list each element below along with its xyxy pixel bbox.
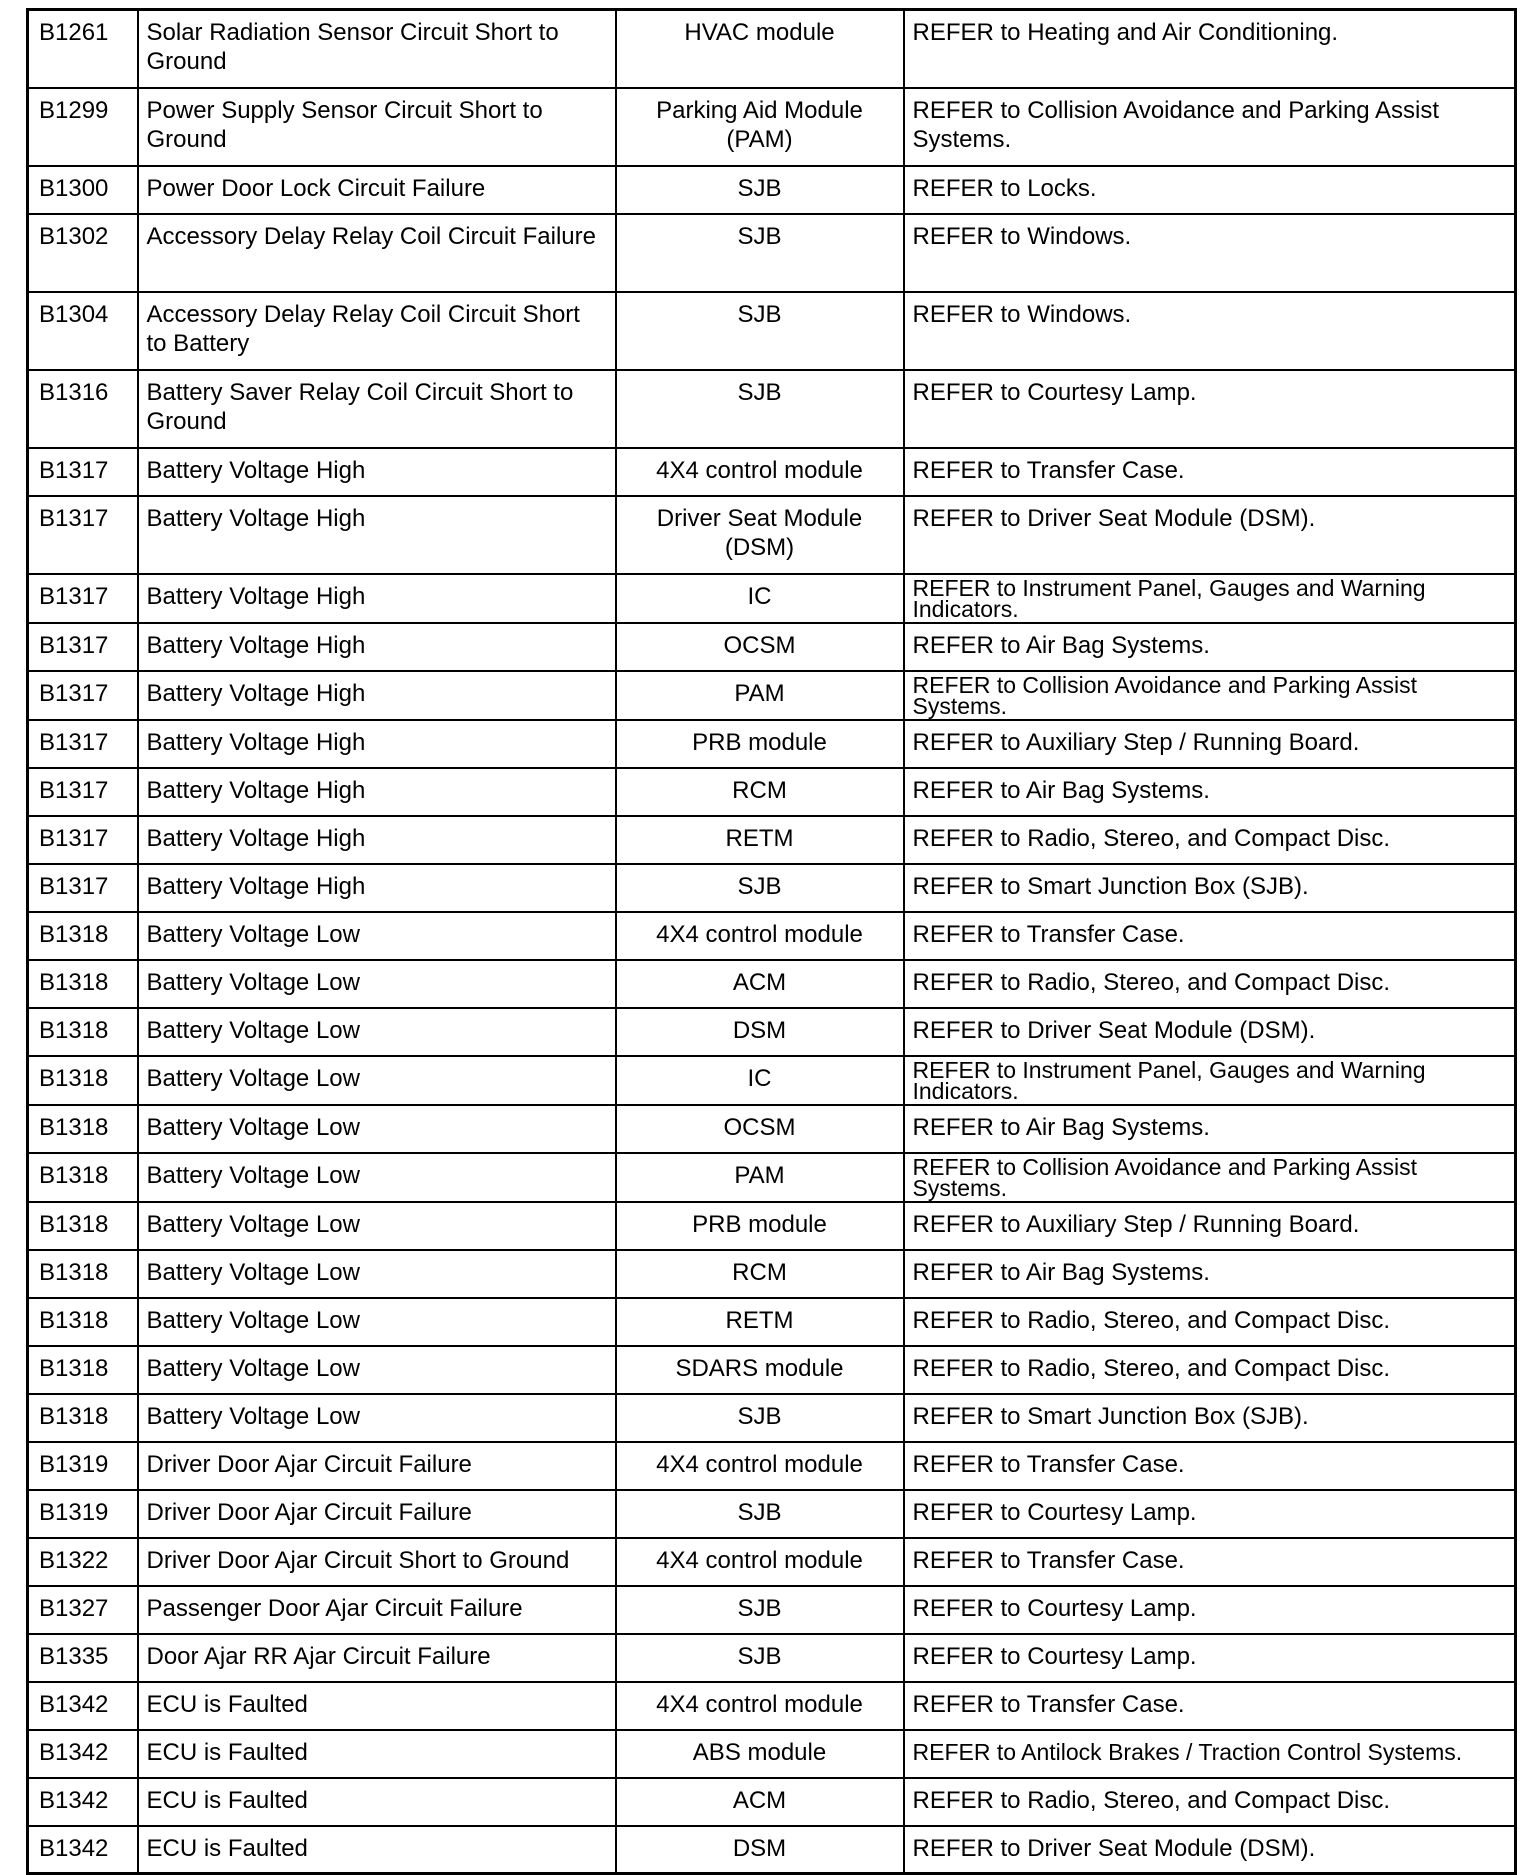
dtc-code: B1304 bbox=[28, 292, 138, 370]
dtc-table bbox=[26, 8, 1517, 1875]
dtc-module: 4X4 control module bbox=[616, 912, 904, 960]
dtc-code: B1317 bbox=[28, 496, 138, 574]
dtc-module: SJB bbox=[616, 370, 904, 448]
table-row bbox=[28, 768, 1516, 816]
table-row bbox=[28, 1778, 1516, 1826]
dtc-module: SJB bbox=[616, 1634, 904, 1682]
dtc-description: Battery Voltage High bbox=[138, 864, 616, 912]
table-row bbox=[28, 1298, 1516, 1346]
dtc-description: Battery Voltage High bbox=[138, 623, 616, 671]
table-row bbox=[28, 1826, 1516, 1874]
dtc-description: ECU is Faulted bbox=[138, 1778, 616, 1826]
dtc-module: PAM bbox=[616, 671, 904, 720]
dtc-code: B1302 bbox=[28, 214, 138, 292]
dtc-code: B1318 bbox=[28, 1202, 138, 1250]
dtc-description: Driver Door Ajar Circuit Failure bbox=[138, 1442, 616, 1490]
dtc-module: HVAC module bbox=[616, 10, 904, 88]
dtc-module: SJB bbox=[616, 214, 904, 292]
dtc-action: REFER to Transfer Case. bbox=[904, 1538, 1516, 1586]
dtc-action: REFER to Radio, Stereo, and Compact Disc. bbox=[904, 816, 1516, 864]
table-row bbox=[28, 1056, 1516, 1105]
dtc-module: RETM bbox=[616, 816, 904, 864]
table-row bbox=[28, 370, 1516, 448]
table-row bbox=[28, 960, 1516, 1008]
dtc-action: REFER to Transfer Case. bbox=[904, 1682, 1516, 1730]
dtc-module: PRB module bbox=[616, 1202, 904, 1250]
dtc-code: B1319 bbox=[28, 1490, 138, 1538]
dtc-code: B1317 bbox=[28, 720, 138, 768]
dtc-code: B1317 bbox=[28, 671, 138, 720]
table-row bbox=[28, 1490, 1516, 1538]
table-row bbox=[28, 864, 1516, 912]
dtc-description: Solar Radiation Sensor Circuit Short to Ground bbox=[138, 10, 616, 88]
dtc-action: REFER to Smart Junction Box (SJB). bbox=[904, 1394, 1516, 1442]
dtc-code: B1318 bbox=[28, 1394, 138, 1442]
dtc-action: REFER to Air Bag Systems. bbox=[904, 1105, 1516, 1153]
dtc-code: B1318 bbox=[28, 1346, 138, 1394]
dtc-code: B1299 bbox=[28, 88, 138, 166]
table-row bbox=[28, 1538, 1516, 1586]
dtc-code: B1342 bbox=[28, 1682, 138, 1730]
dtc-module: ACM bbox=[616, 1778, 904, 1826]
dtc-module: ACM bbox=[616, 960, 904, 1008]
dtc-description: Battery Voltage Low bbox=[138, 960, 616, 1008]
dtc-action: REFER to Courtesy Lamp. bbox=[904, 1490, 1516, 1538]
dtc-module: Driver Seat Module (DSM) bbox=[616, 496, 904, 574]
dtc-module: PAM bbox=[616, 1153, 904, 1202]
dtc-description: Battery Voltage Low bbox=[138, 1056, 616, 1105]
dtc-action: REFER to Courtesy Lamp. bbox=[904, 1586, 1516, 1634]
dtc-description: Battery Voltage High bbox=[138, 816, 616, 864]
dtc-action: REFER to Driver Seat Module (DSM). bbox=[904, 1826, 1516, 1874]
dtc-code: B1318 bbox=[28, 1056, 138, 1105]
dtc-description: Battery Voltage High bbox=[138, 720, 616, 768]
dtc-description: Battery Voltage Low bbox=[138, 1105, 616, 1153]
dtc-action: REFER to Radio, Stereo, and Compact Disc. bbox=[904, 1346, 1516, 1394]
dtc-code: B1342 bbox=[28, 1730, 138, 1778]
table-row bbox=[28, 912, 1516, 960]
dtc-module: 4X4 control module bbox=[616, 1442, 904, 1490]
dtc-description: Battery Voltage Low bbox=[138, 912, 616, 960]
table-row bbox=[28, 1202, 1516, 1250]
dtc-code: B1318 bbox=[28, 960, 138, 1008]
dtc-module: RCM bbox=[616, 768, 904, 816]
dtc-description: Driver Door Ajar Circuit Failure bbox=[138, 1490, 616, 1538]
table-row bbox=[28, 448, 1516, 496]
dtc-module: SJB bbox=[616, 292, 904, 370]
dtc-module: OCSM bbox=[616, 623, 904, 671]
dtc-module: SJB bbox=[616, 864, 904, 912]
dtc-module: 4X4 control module bbox=[616, 1682, 904, 1730]
dtc-module: SJB bbox=[616, 1394, 904, 1442]
dtc-description: Battery Voltage Low bbox=[138, 1202, 616, 1250]
table-row bbox=[28, 1153, 1516, 1202]
dtc-code: B1319 bbox=[28, 1442, 138, 1490]
dtc-code: B1317 bbox=[28, 448, 138, 496]
table-row bbox=[28, 496, 1516, 574]
dtc-module: 4X4 control module bbox=[616, 448, 904, 496]
dtc-module: SDARS module bbox=[616, 1346, 904, 1394]
table-row bbox=[28, 10, 1516, 88]
table-row bbox=[28, 88, 1516, 166]
dtc-code: B1318 bbox=[28, 1105, 138, 1153]
dtc-description: Battery Voltage High bbox=[138, 574, 616, 623]
table-row bbox=[28, 1442, 1516, 1490]
table-row bbox=[28, 671, 1516, 720]
dtc-module: PRB module bbox=[616, 720, 904, 768]
table-row bbox=[28, 1394, 1516, 1442]
dtc-description: Battery Voltage Low bbox=[138, 1008, 616, 1056]
dtc-action: REFER to Driver Seat Module (DSM). bbox=[904, 496, 1516, 574]
dtc-module: IC bbox=[616, 574, 904, 623]
dtc-description: Battery Saver Relay Coil Circuit Short to Ground bbox=[138, 370, 616, 448]
table-row bbox=[28, 1250, 1516, 1298]
dtc-code: B1335 bbox=[28, 1634, 138, 1682]
dtc-code: B1317 bbox=[28, 574, 138, 623]
dtc-action: REFER to Instrument Panel, Gauges and Warning Indicators. bbox=[904, 1056, 1516, 1105]
dtc-module: RETM bbox=[616, 1298, 904, 1346]
dtc-code: B1317 bbox=[28, 623, 138, 671]
dtc-description: Battery Voltage High bbox=[138, 768, 616, 816]
table-row bbox=[28, 1346, 1516, 1394]
dtc-description: ECU is Faulted bbox=[138, 1730, 616, 1778]
dtc-action: REFER to Collision Avoidance and Parking Assist Systems. bbox=[904, 1153, 1516, 1202]
dtc-code: B1318 bbox=[28, 912, 138, 960]
dtc-action: REFER to Courtesy Lamp. bbox=[904, 370, 1516, 448]
dtc-action: REFER to Radio, Stereo, and Compact Disc. bbox=[904, 1298, 1516, 1346]
table-row bbox=[28, 1682, 1516, 1730]
dtc-action: REFER to Antilock Brakes / Traction Control Systems. bbox=[904, 1730, 1516, 1778]
dtc-description: Accessory Delay Relay Coil Circuit Failure bbox=[138, 214, 616, 292]
table-row bbox=[28, 574, 1516, 623]
dtc-action: REFER to Air Bag Systems. bbox=[904, 623, 1516, 671]
dtc-code: B1327 bbox=[28, 1586, 138, 1634]
table-row bbox=[28, 623, 1516, 671]
dtc-description: Battery Voltage High bbox=[138, 448, 616, 496]
dtc-action: REFER to Transfer Case. bbox=[904, 448, 1516, 496]
table-row bbox=[28, 1008, 1516, 1056]
dtc-action: REFER to Courtesy Lamp. bbox=[904, 1634, 1516, 1682]
dtc-description: ECU is Faulted bbox=[138, 1682, 616, 1730]
dtc-action: REFER to Air Bag Systems. bbox=[904, 1250, 1516, 1298]
dtc-description: Accessory Delay Relay Coil Circuit Short to Battery bbox=[138, 292, 616, 370]
table-row bbox=[28, 1730, 1516, 1778]
table-row bbox=[28, 166, 1516, 214]
dtc-module: Parking Aid Module (PAM) bbox=[616, 88, 904, 166]
dtc-code: B1317 bbox=[28, 816, 138, 864]
dtc-code: B1318 bbox=[28, 1250, 138, 1298]
dtc-action: REFER to Radio, Stereo, and Compact Disc. bbox=[904, 1778, 1516, 1826]
dtc-action: REFER to Transfer Case. bbox=[904, 1442, 1516, 1490]
dtc-description: Power Supply Sensor Circuit Short to Ground bbox=[138, 88, 616, 166]
dtc-code: B1318 bbox=[28, 1008, 138, 1056]
dtc-action: REFER to Auxiliary Step / Running Board. bbox=[904, 720, 1516, 768]
dtc-module: RCM bbox=[616, 1250, 904, 1298]
dtc-description: Battery Voltage High bbox=[138, 671, 616, 720]
dtc-description: Battery Voltage Low bbox=[138, 1153, 616, 1202]
dtc-action: REFER to Transfer Case. bbox=[904, 912, 1516, 960]
dtc-action: REFER to Air Bag Systems. bbox=[904, 768, 1516, 816]
table-row bbox=[28, 292, 1516, 370]
dtc-module: 4X4 control module bbox=[616, 1538, 904, 1586]
dtc-module: SJB bbox=[616, 1490, 904, 1538]
dtc-module: DSM bbox=[616, 1008, 904, 1056]
dtc-code: B1300 bbox=[28, 166, 138, 214]
dtc-code: B1318 bbox=[28, 1153, 138, 1202]
dtc-action: REFER to Driver Seat Module (DSM). bbox=[904, 1008, 1516, 1056]
dtc-action: REFER to Instrument Panel, Gauges and Warning Indicators. bbox=[904, 574, 1516, 623]
dtc-module: SJB bbox=[616, 1586, 904, 1634]
dtc-code: B1318 bbox=[28, 1298, 138, 1346]
dtc-code: B1342 bbox=[28, 1778, 138, 1826]
dtc-action: REFER to Auxiliary Step / Running Board. bbox=[904, 1202, 1516, 1250]
dtc-code: B1317 bbox=[28, 864, 138, 912]
dtc-module: ABS module bbox=[616, 1730, 904, 1778]
dtc-action: REFER to Smart Junction Box (SJB). bbox=[904, 864, 1516, 912]
dtc-description: Battery Voltage Low bbox=[138, 1298, 616, 1346]
dtc-description: Battery Voltage High bbox=[138, 496, 616, 574]
dtc-action: REFER to Locks. bbox=[904, 166, 1516, 214]
dtc-description: Battery Voltage Low bbox=[138, 1394, 616, 1442]
dtc-module: DSM bbox=[616, 1826, 904, 1874]
dtc-description: Door Ajar RR Ajar Circuit Failure bbox=[138, 1634, 616, 1682]
dtc-module: OCSM bbox=[616, 1105, 904, 1153]
dtc-code: B1316 bbox=[28, 370, 138, 448]
table-row bbox=[28, 1586, 1516, 1634]
dtc-code: B1342 bbox=[28, 1826, 138, 1874]
dtc-action: REFER to Collision Avoidance and Parking Assist Systems. bbox=[904, 671, 1516, 720]
dtc-action: REFER to Windows. bbox=[904, 292, 1516, 370]
dtc-action: REFER to Radio, Stereo, and Compact Disc. bbox=[904, 960, 1516, 1008]
dtc-description: Driver Door Ajar Circuit Short to Ground bbox=[138, 1538, 616, 1586]
dtc-code: B1322 bbox=[28, 1538, 138, 1586]
dtc-description: Passenger Door Ajar Circuit Failure bbox=[138, 1586, 616, 1634]
dtc-module: SJB bbox=[616, 166, 904, 214]
dtc-code: B1261 bbox=[28, 10, 138, 88]
table-row bbox=[28, 1634, 1516, 1682]
dtc-description: Battery Voltage Low bbox=[138, 1346, 616, 1394]
dtc-description: Battery Voltage Low bbox=[138, 1250, 616, 1298]
dtc-code: B1317 bbox=[28, 768, 138, 816]
table-row bbox=[28, 214, 1516, 292]
table-row bbox=[28, 1105, 1516, 1153]
dtc-action: REFER to Collision Avoidance and Parking Assist Systems. bbox=[904, 88, 1516, 166]
dtc-action: REFER to Windows. bbox=[904, 214, 1516, 292]
dtc-description: ECU is Faulted bbox=[138, 1826, 616, 1874]
dtc-description: Power Door Lock Circuit Failure bbox=[138, 166, 616, 214]
dtc-action: REFER to Heating and Air Conditioning. bbox=[904, 10, 1516, 88]
table-row bbox=[28, 816, 1516, 864]
table-row bbox=[28, 720, 1516, 768]
dtc-module: IC bbox=[616, 1056, 904, 1105]
